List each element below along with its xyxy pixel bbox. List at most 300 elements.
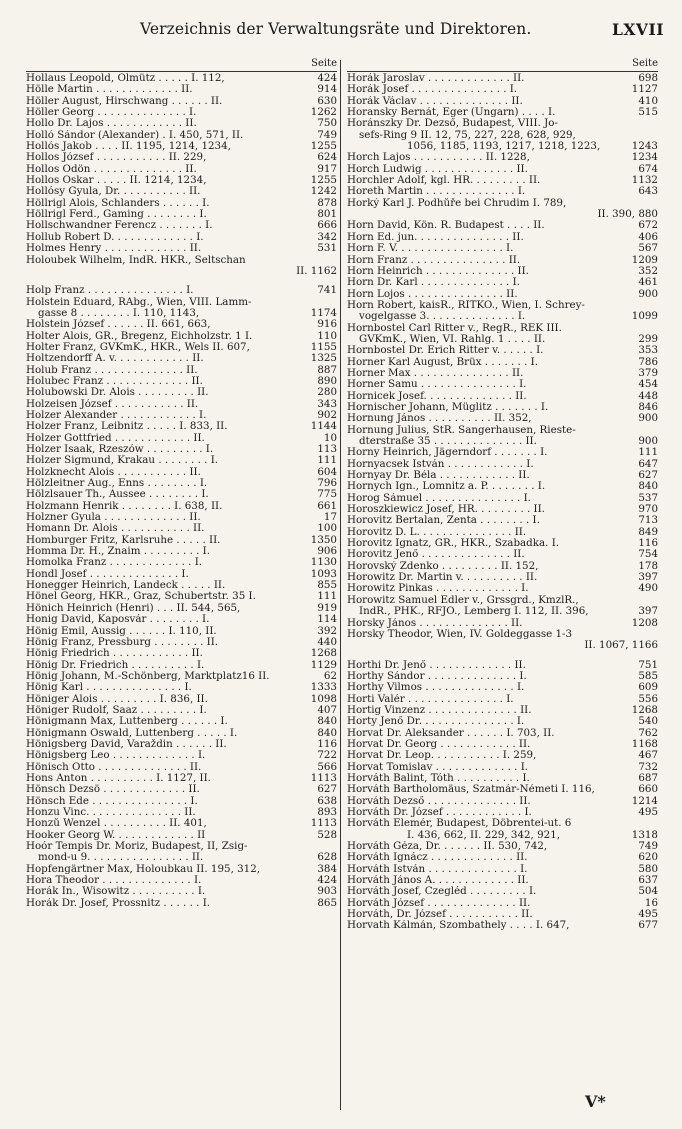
entry-page: 1129 xyxy=(310,659,337,671)
entry-page: 865 xyxy=(317,897,337,909)
entry-page xyxy=(624,130,658,141)
index-entry xyxy=(347,705,658,716)
entry-page: 17 xyxy=(323,512,337,524)
entry-text: Höniger Alois . . . . . . . . . I. 836, II. xyxy=(26,693,208,705)
index-entry xyxy=(26,319,337,330)
entry-page: 1325 xyxy=(310,353,337,365)
entry-page: 537 xyxy=(638,492,658,504)
entry-text: Holter Franz, GVKmK., HKR., Wels II. 607, xyxy=(26,341,250,353)
entry-text: Homburger Fritz, Karlsruhe . . . . . II. xyxy=(26,534,221,546)
index-entry xyxy=(347,425,658,436)
entry-text: Horváth Géza, Dr. . . . . . . II. 530, 742, xyxy=(347,841,548,853)
index-entry xyxy=(26,796,337,807)
left-column xyxy=(26,58,337,909)
page-title: Verzeichnis der Verwaltungsräte und Direktoren. xyxy=(140,20,532,38)
entry-text: Horti Valér . . . . . . . . . . . . . . . I. xyxy=(347,693,514,705)
index-entry xyxy=(347,84,658,95)
entry-page: 878 xyxy=(317,197,337,209)
index-entry xyxy=(26,478,337,489)
entry-page: 280 xyxy=(317,387,337,399)
entry-page: 62 xyxy=(323,670,337,682)
index-entry xyxy=(26,591,337,602)
entry-text: Hollos József . . . . . . . . . . . II. 229, xyxy=(26,152,207,164)
entry-page: 722 xyxy=(317,750,337,762)
seite-label-right: Seite xyxy=(632,58,658,69)
index-entry xyxy=(26,220,337,231)
entry-text: Hopfengärtner Max, Holoubkau II. 195, 312, xyxy=(26,863,261,875)
entry-text: Horner Samu . . . . . . . . . . . . . . . I. xyxy=(347,379,527,391)
index-entry xyxy=(26,444,337,455)
entry-text: Holzer Alexander . . . . . . . . . . . . I. xyxy=(26,409,207,421)
entry-page: 1127 xyxy=(631,84,658,96)
entry-page: 647 xyxy=(638,458,658,470)
entry-text: Horn Lojos . . . . . . . . . . . . . . . II. xyxy=(347,288,518,300)
entry-page: 902 xyxy=(317,409,337,421)
entry-text: Horák Dr. Josef, Prossnitz . . . . . . I. xyxy=(26,897,211,909)
entry-text: Horváth, Dr. József . . . . . . . . . . . II. xyxy=(347,909,533,921)
entry-text: Horký Karl J. Podhůře bei Chrudim I. 789, xyxy=(347,197,567,209)
entry-text: Horthy Sándor . . . . . . . . . . . . . . I. xyxy=(347,670,527,682)
entry-page: 1255 xyxy=(310,141,337,153)
entry-text: Horog Sámuel . . . . . . . . . . . . . . . I. xyxy=(347,492,531,504)
index-entry xyxy=(26,512,337,523)
index-entry xyxy=(347,255,658,266)
index-entry xyxy=(26,898,337,909)
entry-text: Hollo Dr. Lajos . . . . . . . . . . . . II. xyxy=(26,118,197,130)
index-entry xyxy=(347,527,658,538)
index-entry xyxy=(347,716,658,727)
entry-page: 660 xyxy=(638,784,658,796)
entry-text: Homann Dr. Alois . . . . . . . . . . . II. xyxy=(26,523,205,535)
entry-text: Horn Heinrich . . . . . . . . . . . . . . II. xyxy=(347,265,529,277)
entry-text: Horchler Adolf, kgl. HR. . . . . . . . . II. xyxy=(347,175,541,187)
index-entry xyxy=(347,841,658,852)
entry-page: 424 xyxy=(317,875,337,887)
entry-text: Hons Anton . . . . . . . . . . I. 1127, II. xyxy=(26,772,211,784)
entry-page: 887 xyxy=(317,364,337,376)
entry-page: 352 xyxy=(638,265,658,277)
entry-text: Horner Max . . . . . . . . . . . . . . . II. xyxy=(347,367,524,379)
entry-text: Horn David, Kön. R. Budapest . . . . II. xyxy=(347,220,545,232)
entry-page: 674 xyxy=(638,163,658,175)
entry-page: 643 xyxy=(638,186,658,198)
page-header xyxy=(0,20,682,44)
entry-page: 407 xyxy=(317,704,337,716)
entry-page xyxy=(624,323,658,334)
index-entry xyxy=(26,198,337,209)
entry-text: Horvat Dr. Aleksander . . . . . . I. 703, II. xyxy=(347,727,555,739)
entry-page: 540 xyxy=(638,716,658,728)
entry-text: Horvat Tomislav . . . . . . . . . . . . . I. xyxy=(347,761,529,773)
entry-text: Hollósy Gyula, Dr. . . . . . . . . . . II. xyxy=(26,186,201,198)
entry-page: 1155 xyxy=(310,341,337,353)
entry-text: vogelgasse 3. . . . . . . . . . . . . . I. xyxy=(359,311,526,323)
entry-text: Hornyacsek István . . . . . . . . . . . . I. xyxy=(347,458,534,470)
index-entry xyxy=(26,353,337,364)
entry-page: 914 xyxy=(317,84,337,96)
index-entry xyxy=(347,852,658,863)
index-entry xyxy=(347,232,658,243)
index-entry xyxy=(26,841,337,852)
entry-text: Holzer Gottfried . . . . . . . . . . . . II. xyxy=(26,432,205,444)
entry-text: Höller August, Hirschwang . . . . . . II. xyxy=(26,95,223,107)
index-entry xyxy=(26,807,337,818)
entry-page: 111 xyxy=(317,455,337,467)
index-entry xyxy=(26,297,337,308)
entry-page: 495 xyxy=(638,807,658,818)
entry-page: 687 xyxy=(638,772,658,784)
entry-text: Hollub Robert D. . . . . . . . . . . . . I. xyxy=(26,231,204,243)
index-entry xyxy=(26,750,337,761)
index-entry xyxy=(26,118,337,129)
entry-text: Homolka Franz . . . . . . . . . . . . . I. xyxy=(26,557,203,569)
entry-text: Horn Ed. jun. . . . . . . . . . . . . . . II. xyxy=(347,231,524,243)
index-entry xyxy=(347,750,658,761)
entry-page: 379 xyxy=(638,367,658,379)
entry-page: 1174 xyxy=(310,307,337,319)
index-entry xyxy=(26,830,337,841)
index-entry xyxy=(26,266,337,277)
entry-text: Höllrigl Ferd., Gaming . . . . . . . . I. xyxy=(26,209,207,221)
entry-text: Holzer Isaak, Rzeszów . . . . . . . . . I. xyxy=(26,444,214,455)
entry-page: 454 xyxy=(638,379,658,391)
entry-text: Horovský Zdenko . . . . . . . . . II. 152, xyxy=(347,560,539,572)
entry-text: Horoszkiewicz Josef, HR. . . . . . . . . II. xyxy=(347,504,545,516)
index-entry xyxy=(347,694,658,705)
entry-text: Hönig Karl . . . . . . . . . . . . . . . I. xyxy=(26,682,192,694)
entry-page: 528 xyxy=(317,829,337,841)
entry-page xyxy=(624,118,658,129)
entry-page: 585 xyxy=(638,670,658,682)
entry-page: 917 xyxy=(317,163,337,175)
column-rule-right xyxy=(347,71,658,72)
entry-page: 114 xyxy=(317,614,337,626)
index-entry xyxy=(347,243,658,254)
index-entry xyxy=(347,220,658,231)
entry-page: 801 xyxy=(317,209,337,221)
index-entry xyxy=(347,186,658,197)
entry-page: 467 xyxy=(638,750,658,762)
entry-text: Hornung Julius, StR. Sangerhausen, Rieste- xyxy=(347,424,576,436)
entry-page: II. 1067, 1166 xyxy=(584,640,658,652)
index-entry xyxy=(26,728,337,739)
entry-text: Hornbostel Dr. Erich Ritter v. . . . . . I. xyxy=(347,345,544,357)
entry-page: 750 xyxy=(317,118,337,130)
entry-page: 1255 xyxy=(310,175,337,187)
index-entry xyxy=(347,470,658,481)
entry-page: 672 xyxy=(638,220,658,232)
entry-page: 749 xyxy=(317,129,337,141)
index-entry xyxy=(347,606,658,617)
right-entries xyxy=(347,73,658,932)
entry-text: Hornbostel Carl Ritter v., RegR., REK III. xyxy=(347,322,562,334)
entry-text: Horn Franz . . . . . . . . . . . . . . . II. xyxy=(347,254,521,266)
entry-page: 116 xyxy=(638,538,658,550)
entry-text: Hoór Tempis Dr. Moriz, Budapest, II, Zsig- xyxy=(26,841,248,853)
index-entry xyxy=(347,96,658,107)
entry-text: Horthi Dr. Jenő . . . . . . . . . . . . . II. xyxy=(347,659,526,671)
entry-text: Höllrigl Alois, Schlanders . . . . . . I. xyxy=(26,197,210,209)
entry-text: Horty Jenő Dr. . . . . . . . . . . . . . . I. xyxy=(347,716,525,728)
index-entry xyxy=(347,830,658,841)
entry-page: 666 xyxy=(317,220,337,232)
entry-page: 111 xyxy=(638,447,658,459)
index-entry xyxy=(26,535,337,546)
entry-page: 903 xyxy=(317,886,337,898)
entry-text xyxy=(347,640,580,651)
entry-page xyxy=(303,297,337,308)
entry-text: Horowitz Samuel Edler v., Grssgrd., KmzlR., xyxy=(347,594,579,606)
index-entry xyxy=(26,875,337,886)
entry-text: Hönigmann Max, Luttenberg . . . . . . I. xyxy=(26,716,228,728)
entry-page: 495 xyxy=(638,909,658,921)
index-entry xyxy=(26,331,337,342)
index-entry xyxy=(347,629,658,640)
entry-page: 515 xyxy=(638,107,658,119)
entry-text: Horn Dr. Karl . . . . . . . . . . . . . . I. xyxy=(347,277,520,289)
entry-text: Hornung János . . . . . . . . . . II. 352, xyxy=(347,413,532,425)
index-entry xyxy=(347,909,658,920)
entry-text: Hora Theodor . . . . . . . . . . . . . . I. xyxy=(26,875,202,887)
entry-text: Hönig Franz, Pressburg . . . . . . . . II. xyxy=(26,636,219,648)
index-entry xyxy=(26,376,337,387)
index-entry xyxy=(347,572,658,583)
index-entry xyxy=(26,342,337,353)
entry-page: 1333 xyxy=(310,682,337,694)
index-entry xyxy=(26,762,337,773)
entry-page: 567 xyxy=(638,243,658,255)
index-entry xyxy=(347,773,658,784)
entry-text: Horváth Josef, Czegléd . . . . . . . . . I. xyxy=(347,886,537,898)
column-divider xyxy=(340,60,341,1110)
entry-text: Horváth József . . . . . . . . . . . . . . II. xyxy=(347,897,531,909)
index-entry xyxy=(26,660,337,671)
index-entry xyxy=(347,796,658,807)
index-entry xyxy=(347,739,658,750)
entry-page: 1262 xyxy=(310,107,337,119)
entry-text: Horváth Bartholomäus, Szatmár-Németi I. 116, xyxy=(347,784,595,796)
entry-page: 343 xyxy=(317,398,337,410)
entry-page: 1093 xyxy=(310,568,337,580)
entry-text: Holtzendorff A. v. . . . . . . . . . . . II. xyxy=(26,353,204,365)
index-entry xyxy=(347,198,658,209)
entry-text: Hornyay Dr. Béla . . . . . . . . . . . . II. xyxy=(347,470,530,482)
entry-page: 786 xyxy=(638,356,658,368)
entry-page: 919 xyxy=(317,602,337,614)
entry-text: Horny Heinrich, Jägerndorf . . . . . . . I. xyxy=(347,447,548,459)
entry-text: Horeth Martin . . . . . . . . . . . . . . I. xyxy=(347,186,526,198)
index-entry xyxy=(26,546,337,557)
index-entry xyxy=(347,152,658,163)
column-rule-left xyxy=(26,71,337,72)
entry-page: 440 xyxy=(317,636,337,648)
entry-page: 178 xyxy=(638,560,658,572)
entry-page: 580 xyxy=(638,863,658,875)
entry-page: 661 xyxy=(317,500,337,512)
entry-page: 353 xyxy=(638,345,658,357)
index-entry xyxy=(347,660,658,671)
entry-text: Horner Karl August, Brüx . . . . . . . I. xyxy=(347,356,538,368)
entry-page: 840 xyxy=(638,481,658,493)
index-entry xyxy=(26,141,337,152)
entry-page: 677 xyxy=(638,920,658,932)
entry-text: Horovitz Bertalan, Zenta . . . . . . . . I. xyxy=(347,515,540,527)
entry-text: Hönig Emil, Aussig . . . . . . I. 110, II. xyxy=(26,625,217,637)
index-entry xyxy=(26,243,337,254)
entry-text: GVKmK., Wien, VI. Rahlg. 1 . . . . II. xyxy=(359,333,546,345)
entry-page: 299 xyxy=(638,333,658,345)
index-entry xyxy=(26,433,337,444)
entry-text: Horowitz Dr. Martin v. . . . . . . . . . II. xyxy=(347,572,538,584)
index-entry xyxy=(26,107,337,118)
entry-page: 890 xyxy=(317,375,337,387)
entry-text: Horvat Dr. Georg . . . . . . . . . . . . II. xyxy=(347,738,531,750)
index-entry xyxy=(347,345,658,356)
index-entry xyxy=(26,784,337,795)
entry-text: Horánszky Dr. Dezső, Budapest, VIII. Jo- xyxy=(347,118,558,130)
entry-page: 16 xyxy=(644,897,658,909)
entry-page xyxy=(303,841,337,852)
entry-text: Hönsch Dezsö . . . . . . . . . . . . . II. xyxy=(26,784,200,796)
index-entry xyxy=(26,648,337,659)
entry-text: Horváth Dr. József . . . . . . . . . . . . I. xyxy=(347,807,532,818)
entry-page: 1113 xyxy=(310,772,337,784)
index-entry xyxy=(26,716,337,727)
entry-gap xyxy=(26,277,337,285)
index-entry xyxy=(26,152,337,163)
entry-page: 1214 xyxy=(631,795,658,807)
entry-page: 556 xyxy=(638,693,658,705)
entry-text: Holp Franz . . . . . . . . . . . . . . . I. xyxy=(26,285,194,297)
entry-text: Holzknecht Alois . . . . . . . . . . . II. xyxy=(26,466,201,478)
entry-text: Horák Josef . . . . . . . . . . . . . . . I. xyxy=(347,84,518,96)
entry-page: 1132 xyxy=(631,175,658,187)
index-entry xyxy=(347,682,658,693)
index-entry xyxy=(26,864,337,875)
entry-text: dterstraße 35 . . . . . . . . . . . . . . II. xyxy=(359,436,537,447)
index-entry xyxy=(347,379,658,390)
index-entry xyxy=(347,807,658,818)
entry-page: 846 xyxy=(638,401,658,413)
index-entry xyxy=(26,671,337,682)
entry-text: Hortig Vinzenz . . . . . . . . . . . . . . II. xyxy=(347,704,532,716)
entry-text: Holló Sándor (Alexander) . I. 450, 571, II. xyxy=(26,129,244,141)
entry-page: 1208 xyxy=(631,617,658,629)
entry-page: 762 xyxy=(638,727,658,739)
index-entry xyxy=(347,402,658,413)
entry-text: Horn Robert, kaisR., RITKO., Wien, I. Schrey- xyxy=(347,299,585,311)
index-entry xyxy=(26,523,337,534)
entry-text: Honegger Heinrich, Landeck . . . . . II. xyxy=(26,580,226,592)
index-entry xyxy=(347,357,658,368)
right-column xyxy=(347,58,658,932)
index-entry xyxy=(26,175,337,186)
entry-text: Hooker Georg W. . . . . . . . . . . . . II xyxy=(26,829,206,841)
entry-page: 342 xyxy=(317,231,337,243)
index-entry xyxy=(347,784,658,795)
entry-text: Horváth Dezső . . . . . . . . . . . . . . II. xyxy=(347,795,531,807)
entry-text: Hönig Johann, M.-Schönberg, Marktplatz16 II. xyxy=(26,670,270,682)
entry-page: 1098 xyxy=(310,693,337,705)
entry-page: 627 xyxy=(317,784,337,796)
entry-page xyxy=(624,629,658,640)
entry-page: 1113 xyxy=(310,818,337,830)
entry-text: Horvath Kálmán, Szombathely . . . . I. 647, xyxy=(347,920,570,932)
entry-text: Hönig Dr. Friedrich . . . . . . . . . . I. xyxy=(26,659,205,671)
index-entry xyxy=(26,285,337,296)
entry-page: 638 xyxy=(317,795,337,807)
entry-page: 893 xyxy=(317,807,337,818)
entry-page: 916 xyxy=(317,319,337,331)
entry-page: 10 xyxy=(323,432,337,444)
entry-page: 628 xyxy=(317,852,337,864)
entry-page: 1168 xyxy=(631,738,658,750)
entry-text: gasse 8 . . . . . . . . I. 110, 1143, xyxy=(38,307,200,319)
entry-page: 620 xyxy=(638,852,658,864)
entry-text: Horovitz Ignatz, GR., HKR., Szabadka. I. xyxy=(347,538,560,550)
entry-text: Hornischer Johann, Müglitz . . . . . . . I. xyxy=(347,401,549,413)
entry-page: 840 xyxy=(317,716,337,728)
entry-text: Horsky Theodor, Wien, IV. Goldeggasse 1-3 xyxy=(347,628,573,640)
entry-text: Höller Georg . . . . . . . . . . . . . . I. xyxy=(26,107,197,119)
entry-page: 698 xyxy=(638,73,658,84)
entry-page: 116 xyxy=(317,738,337,750)
entry-page: 392 xyxy=(317,625,337,637)
entry-page: 1268 xyxy=(310,648,337,660)
entry-text: Holubowski Dr. Alois . . . . . . . . . II. xyxy=(26,387,209,399)
entry-text: Holoubek Wilhelm, IndR. HKR., Seltschan xyxy=(26,254,246,266)
index-entry xyxy=(26,96,337,107)
entry-page: II. 1162 xyxy=(296,265,337,277)
entry-text: Hollschwandner Ferencz . . . . . . . I. xyxy=(26,220,213,232)
index-entry xyxy=(347,864,658,875)
index-entry xyxy=(347,459,658,470)
entry-text: Horch Ludwig . . . . . . . . . . . . . . II. xyxy=(347,163,528,175)
index-entry xyxy=(347,164,658,175)
entry-text: Hollaus Leopold, Olmütz . . . . . I. 112, xyxy=(26,73,225,84)
index-entry xyxy=(26,557,337,568)
index-entry xyxy=(347,334,658,345)
entry-page: 1318 xyxy=(631,829,658,841)
entry-page xyxy=(624,818,658,829)
entry-page: 855 xyxy=(317,580,337,592)
entry-page: 630 xyxy=(317,95,337,107)
index-entry xyxy=(347,447,658,458)
entry-page: 775 xyxy=(317,489,337,501)
entry-text: Horák Jaroslav . . . . . . . . . . . . . II. xyxy=(347,73,525,84)
entry-text: Homma Dr. H., Znaim . . . . . . . . . I. xyxy=(26,546,211,558)
entry-text: Holzeisen József . . . . . . . . . . . II. xyxy=(26,398,199,410)
entry-text: Hornych Ign., Lomnitz a. P. . . . . . . . I. xyxy=(347,481,546,493)
entry-text: Holmes Henry . . . . . . . . . . . . . II. xyxy=(26,243,202,255)
index-entry xyxy=(26,232,337,243)
page-number: LXVII xyxy=(612,20,664,39)
entry-text: Holter Alois, GR., Bregenz, Eichholzstr. 1 I. xyxy=(26,330,253,342)
index-entry xyxy=(347,130,658,141)
entry-text: Hondl Josef . . . . . . . . . . . . . . I. xyxy=(26,568,189,580)
entry-page: 796 xyxy=(317,478,337,490)
index-entry xyxy=(26,739,337,750)
index-entry xyxy=(26,626,337,637)
entry-text: Holstein József . . . . . . II. 661, 663, xyxy=(26,319,211,331)
index-entry xyxy=(347,175,658,186)
entry-text: Hönich Heinrich (Henri) . . . II. 544, 565, xyxy=(26,602,241,614)
index-entry xyxy=(26,186,337,197)
entry-page: 751 xyxy=(638,659,658,671)
entry-text: Horák In., Wisowitz . . . . . . . . . . I. xyxy=(26,886,206,898)
entry-text: Hönsch Ede . . . . . . . . . . . . . . . I. xyxy=(26,795,198,807)
entry-text: Hönigmann Oswald, Luttenberg . . . . . I. xyxy=(26,727,238,739)
